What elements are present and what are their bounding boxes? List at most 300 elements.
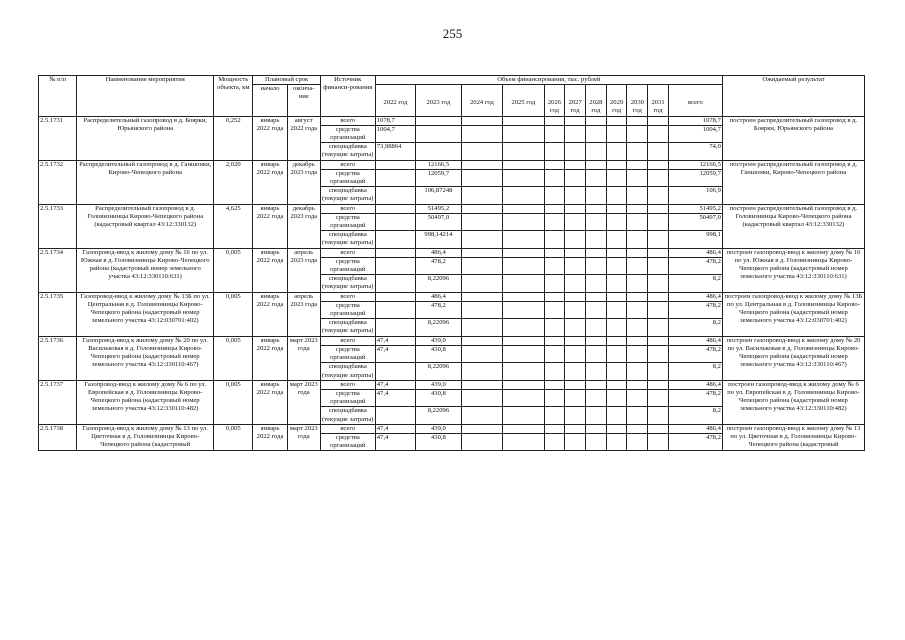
start-date: январь 2022 года (253, 204, 287, 248)
row-number: 2.5.1731 (39, 116, 77, 160)
value-2022: 1004,7 (375, 125, 415, 142)
empty-year-cell (586, 292, 607, 301)
empty-year-cell (606, 336, 627, 345)
value-2022: 47,4 (375, 424, 415, 433)
empty-year-cell (586, 363, 607, 380)
empty-year-cell (627, 301, 648, 318)
empty-year-cell (565, 292, 586, 301)
end-date: март 2023 года (287, 424, 320, 451)
header-year: 2026 год (544, 85, 565, 116)
header-year: всего (668, 85, 722, 116)
measure-name: Распределительный газопровод в д. Боярки, Юрьянского района (77, 116, 214, 160)
value-total: 106,9 (668, 187, 722, 204)
empty-year-cell (544, 301, 565, 318)
empty-year-cell (544, 257, 565, 274)
empty-year-cell (627, 319, 648, 336)
empty-year-cell (648, 116, 669, 125)
table-body (39, 116, 865, 451)
empty-year-cell (648, 345, 669, 362)
empty-year-cell (586, 424, 607, 433)
value-2022: 47,4 (375, 336, 415, 345)
empty-year-cell (606, 424, 627, 433)
value-2022 (375, 275, 415, 292)
empty-year-cell (648, 363, 669, 380)
header-year: 2028 год (586, 85, 607, 116)
value-2022 (375, 292, 415, 301)
table-row (39, 248, 865, 257)
funding-source: спецнадбавка (текущие затраты) (322, 143, 374, 159)
empty-year-cell (586, 169, 607, 186)
capacity-value: 4,625 (214, 204, 253, 248)
value-2022 (375, 213, 415, 230)
value-total: 478,2 (668, 345, 722, 362)
empty-year-cell (544, 380, 565, 389)
empty-year-cell (627, 424, 648, 433)
value-2023: 8,22096 (416, 407, 462, 424)
empty-year-cell (544, 319, 565, 336)
empty-year-cell (461, 301, 502, 318)
empty-year-cell (586, 275, 607, 292)
empty-year-cell (606, 292, 627, 301)
empty-year-cell (565, 257, 586, 274)
empty-year-cell (461, 125, 502, 142)
table-row (39, 380, 865, 389)
expected-result: построен газопровод-ввод к жилому дому № 6 по ул. Европейская в д. Головизнинцы Кирово-Чепецкого района (кадастровый номер земельного участка 43:12:330110:482) (722, 380, 864, 424)
empty-year-cell (586, 116, 607, 125)
empty-year-cell (627, 213, 648, 230)
empty-year-cell (627, 204, 648, 213)
value-total: 1078,7 (668, 116, 722, 125)
value-2023: 8,22096 (416, 319, 462, 336)
empty-year-cell (606, 160, 627, 169)
empty-year-cell (503, 433, 544, 450)
end-date: апрель 2023 года (287, 292, 320, 336)
empty-year-cell (627, 143, 648, 160)
row-number: 2.5.1735 (39, 292, 77, 336)
empty-year-cell (503, 257, 544, 274)
value-total: 478,2 (668, 301, 722, 318)
header-source: Источник финанси-рования (320, 76, 375, 117)
empty-year-cell (586, 301, 607, 318)
table-row (39, 292, 865, 301)
empty-year-cell (606, 380, 627, 389)
value-2023: 430,8 (416, 345, 462, 362)
empty-year-cell (461, 345, 502, 362)
value-2022 (375, 257, 415, 274)
empty-year-cell (565, 143, 586, 160)
empty-year-cell (606, 116, 627, 125)
empty-year-cell (606, 275, 627, 292)
empty-year-cell (648, 407, 669, 424)
empty-year-cell (606, 319, 627, 336)
value-2022 (375, 169, 415, 186)
empty-year-cell (461, 433, 502, 450)
funding-source: средства организаций (320, 301, 375, 318)
empty-year-cell (606, 407, 627, 424)
value-2023: 430,8 (416, 433, 462, 450)
header-year: 2022 год (375, 85, 415, 116)
value-2023 (416, 143, 462, 160)
empty-year-cell (627, 389, 648, 406)
row-number: 2.5.1733 (39, 204, 77, 248)
empty-year-cell (648, 389, 669, 406)
expected-result: построен распределительный газопровод в д. Боярки, Юрьянского района (722, 116, 864, 160)
header-capacity: Мощность объекта, км (214, 76, 253, 117)
value-2022: 47,4 (375, 433, 415, 450)
value-2023 (416, 125, 462, 142)
header-name: Наименование мероприятия (77, 76, 214, 117)
empty-year-cell (586, 204, 607, 213)
empty-year-cell (565, 275, 586, 292)
value-total: 486,4 (668, 336, 722, 345)
value-total: 12059,7 (668, 169, 722, 186)
page-number: 255 (442, 26, 463, 41)
empty-year-cell (648, 257, 669, 274)
empty-year-cell (606, 143, 627, 160)
empty-year-cell (586, 231, 607, 248)
header-year: 2024 год (461, 85, 502, 116)
empty-year-cell (544, 433, 565, 450)
empty-year-cell (461, 143, 502, 160)
empty-year-cell (586, 213, 607, 230)
header-period: Плановый срок (253, 76, 320, 85)
value-total: 486,4 (668, 424, 722, 433)
empty-year-cell (503, 389, 544, 406)
empty-year-cell (627, 336, 648, 345)
empty-year-cell (461, 292, 502, 301)
empty-year-cell (503, 125, 544, 142)
empty-year-cell (648, 380, 669, 389)
empty-year-cell (565, 380, 586, 389)
value-2022: 47,4 (375, 389, 415, 406)
measure-name: Распределительный газопровод в д. Ганшонки, Кирово-Чепецкого района (77, 160, 214, 204)
empty-year-cell (461, 363, 502, 380)
empty-year-cell (461, 169, 502, 186)
empty-year-cell (627, 160, 648, 169)
header-year: 2029 год (606, 85, 627, 116)
empty-year-cell (586, 160, 607, 169)
empty-year-cell (565, 204, 586, 213)
value-total: 50497,0 (668, 213, 722, 230)
empty-year-cell (565, 125, 586, 142)
table-row (39, 204, 865, 213)
empty-year-cell (544, 407, 565, 424)
empty-year-cell (503, 301, 544, 318)
empty-year-cell (544, 116, 565, 125)
empty-year-cell (586, 389, 607, 406)
empty-year-cell (503, 169, 544, 186)
value-2022 (375, 231, 415, 248)
funding-source: спецнадбавка (текущие затраты) (322, 363, 374, 379)
end-date: март 2023 года (287, 336, 320, 380)
empty-year-cell (461, 275, 502, 292)
value-2022: 73,98864 (375, 143, 415, 160)
value-2023: 51495,2 (416, 204, 462, 213)
header-result: Ожидаемый результат (722, 76, 864, 117)
funding-source: средства организаций (320, 213, 375, 230)
empty-year-cell (503, 204, 544, 213)
value-2022 (375, 301, 415, 318)
empty-year-cell (606, 213, 627, 230)
value-total: 8,2 (668, 275, 722, 292)
empty-year-cell (565, 160, 586, 169)
value-total: 998,1 (668, 231, 722, 248)
empty-year-cell (606, 389, 627, 406)
capacity-value: 0,005 (214, 424, 253, 451)
expected-result: построен газопровод-ввод к жилому дому № 13Б по ул. Центральная в д. Головизнинцы Кирово-Чепецкого района (кадастровый номер земельного участка 43:12:030701:402) (722, 292, 864, 336)
empty-year-cell (565, 389, 586, 406)
empty-year-cell (606, 169, 627, 186)
empty-year-cell (586, 407, 607, 424)
empty-year-cell (627, 169, 648, 186)
start-date: январь 2022 года (253, 380, 287, 424)
empty-year-cell (606, 125, 627, 142)
value-total: 12166,5 (668, 160, 722, 169)
funding-source: спецнадбавка (текущие затраты) (322, 319, 374, 335)
funding-source: всего (320, 380, 375, 389)
funding-source: средства организаций (320, 169, 375, 186)
empty-year-cell (461, 187, 502, 204)
empty-year-cell (544, 275, 565, 292)
funding-source: спецнадбавка (текущие затраты) (322, 187, 374, 203)
empty-year-cell (503, 380, 544, 389)
empty-year-cell (544, 424, 565, 433)
measure-name: Газопровод-ввод к жилому дому № 20 по ул. Васильковая в д. Головизнинцы Кирово-Чепецкого района (кадастровый номер земельного участка 43:12:330110:467) (77, 336, 214, 380)
empty-year-cell (565, 301, 586, 318)
value-total: 478,2 (668, 257, 722, 274)
empty-year-cell (461, 231, 502, 248)
capacity-value: 0,252 (214, 116, 253, 160)
table-row (39, 424, 865, 433)
empty-year-cell (648, 275, 669, 292)
header-row-1 (39, 76, 865, 85)
value-2023: 998,14214 (416, 231, 462, 248)
empty-year-cell (565, 345, 586, 362)
empty-year-cell (586, 125, 607, 142)
empty-year-cell (627, 380, 648, 389)
header-year: 2023 год (416, 85, 462, 116)
empty-year-cell (648, 213, 669, 230)
start-date: январь 2022 года (253, 248, 287, 292)
row-number: 2.5.1736 (39, 336, 77, 380)
funding-source: всего (320, 204, 375, 213)
empty-year-cell (648, 301, 669, 318)
end-date: август 2022 года (287, 116, 320, 160)
empty-year-cell (461, 407, 502, 424)
funding-source: средства организаций (320, 433, 375, 450)
empty-year-cell (544, 345, 565, 362)
value-2023: 12166,5 (416, 160, 462, 169)
value-2023: 478,2 (416, 257, 462, 274)
measure-name: Газопровод-ввод к жилому дому № 13Б по ул. Центральная в д. Головизнинцы Кирово-Чепецкого района (кадастровый номер земельного участка 43:12:030701:402) (77, 292, 214, 336)
empty-year-cell (586, 187, 607, 204)
empty-year-cell (586, 345, 607, 362)
empty-year-cell (648, 292, 669, 301)
row-number: 2.5.1737 (39, 380, 77, 424)
capacity-value: 2,020 (214, 160, 253, 204)
empty-year-cell (606, 231, 627, 248)
value-total: 486,4 (668, 292, 722, 301)
value-2023: 430,8 (416, 389, 462, 406)
start-date: январь 2022 года (253, 116, 287, 160)
value-2023: 439,0 (416, 380, 462, 389)
header-start: начало (253, 85, 287, 116)
empty-year-cell (648, 231, 669, 248)
empty-year-cell (648, 143, 669, 160)
measure-name: Газопровод-ввод к жилому дому № 16 по ул. Южная в д. Головизнинцы Кирово-Чепецкого района (кадастровый номер земельного участка 43:12:330110:631) (77, 248, 214, 292)
value-total: 51495,2 (668, 204, 722, 213)
table-row (39, 336, 865, 345)
empty-year-cell (503, 407, 544, 424)
funding-source: всего (320, 248, 375, 257)
capacity-value: 0,005 (214, 292, 253, 336)
value-2022 (375, 363, 415, 380)
empty-year-cell (544, 231, 565, 248)
expected-result: построен газопровод-ввод к жилому дому № 16 по ул. Южная в д. Головизнинцы Кирово-Чепецкого района (кадастровый номер земельного участка 43:12:330110:631) (722, 248, 864, 292)
empty-year-cell (461, 204, 502, 213)
value-total: 486,4 (668, 380, 722, 389)
value-total: 486,4 (668, 248, 722, 257)
funding-source: всего (320, 336, 375, 345)
header-year: 2027 год (565, 85, 586, 116)
empty-year-cell (648, 248, 669, 257)
value-2022 (375, 204, 415, 213)
measure-name: Распределительный газопровод в д. Головизнинцы Кирово-Чепецкого района (кадастровый квартал 43:12:330132) (77, 204, 214, 248)
end-date: апрель 2023 года (287, 248, 320, 292)
empty-year-cell (565, 213, 586, 230)
empty-year-cell (627, 231, 648, 248)
empty-year-cell (503, 424, 544, 433)
empty-year-cell (544, 292, 565, 301)
expected-result: построен распределительный газопровод в д. Ганшонки, Кирово-Чепецкого района (722, 160, 864, 204)
header-year: 2025 год (503, 85, 544, 116)
empty-year-cell (503, 275, 544, 292)
value-2023 (416, 116, 462, 125)
expected-result: построен газопровод-ввод к жилому дому № 20 по ул. Васильковая в д. Головизнинцы Кирово-Чепецкого района (кадастровый номер земельного участка 43:12:330110:467) (722, 336, 864, 380)
empty-year-cell (461, 319, 502, 336)
empty-year-cell (544, 363, 565, 380)
empty-year-cell (544, 336, 565, 345)
empty-year-cell (461, 336, 502, 345)
empty-year-cell (503, 160, 544, 169)
empty-year-cell (586, 433, 607, 450)
value-2023: 486,4 (416, 292, 462, 301)
empty-year-cell (503, 336, 544, 345)
empty-year-cell (627, 292, 648, 301)
value-2022: 1078,7 (375, 116, 415, 125)
empty-year-cell (627, 275, 648, 292)
empty-year-cell (503, 187, 544, 204)
empty-year-cell (503, 143, 544, 160)
value-total: 8,2 (668, 363, 722, 380)
empty-year-cell (544, 125, 565, 142)
empty-year-cell (627, 257, 648, 274)
empty-year-cell (586, 248, 607, 257)
empty-year-cell (503, 319, 544, 336)
empty-year-cell (648, 319, 669, 336)
empty-year-cell (544, 213, 565, 230)
value-2022 (375, 248, 415, 257)
empty-year-cell (606, 363, 627, 380)
empty-year-cell (565, 169, 586, 186)
start-date: январь 2022 года (253, 292, 287, 336)
empty-year-cell (606, 248, 627, 257)
funding-source: всего (320, 424, 375, 433)
empty-year-cell (461, 389, 502, 406)
empty-year-cell (648, 336, 669, 345)
end-date: март 2023 года (287, 380, 320, 424)
empty-year-cell (627, 248, 648, 257)
start-date: январь 2022 года (253, 336, 287, 380)
empty-year-cell (606, 257, 627, 274)
table-row (39, 116, 865, 125)
empty-year-cell (606, 345, 627, 362)
value-2022 (375, 160, 415, 169)
empty-year-cell (544, 143, 565, 160)
funding-source: спецнадбавка (текущие затраты) (322, 407, 374, 423)
empty-year-cell (565, 319, 586, 336)
value-2022 (375, 319, 415, 336)
empty-year-cell (627, 433, 648, 450)
value-total: 8,2 (668, 319, 722, 336)
empty-year-cell (544, 160, 565, 169)
header-year: 2031 год (648, 85, 669, 116)
value-2023: 12059,7 (416, 169, 462, 186)
empty-year-cell (503, 345, 544, 362)
empty-year-cell (503, 363, 544, 380)
expected-result: построен распределительный газопровод в д. Головизнинцы Кирово-Чепецкого района (кадастровый квартал 43:12:330132) (722, 204, 864, 248)
empty-year-cell (503, 248, 544, 257)
empty-year-cell (627, 407, 648, 424)
header-num: № п/п (39, 76, 77, 117)
empty-year-cell (606, 301, 627, 318)
empty-year-cell (627, 187, 648, 204)
value-2023: 439,0 (416, 424, 462, 433)
row-number: 2.5.1734 (39, 248, 77, 292)
capacity-value: 0,005 (214, 380, 253, 424)
capacity-value: 0,005 (214, 248, 253, 292)
expected-result: построен газопровод-ввод к жилому дому № 13 по ул. Цветочная в д. Головизнинцы Кирово-Чепецкого района (кадастровый (722, 424, 864, 451)
empty-year-cell (544, 248, 565, 257)
empty-year-cell (627, 116, 648, 125)
empty-year-cell (586, 143, 607, 160)
value-2023: 486,4 (416, 248, 462, 257)
empty-year-cell (606, 187, 627, 204)
value-2022: 47,4 (375, 345, 415, 362)
funding-source: средства организаций (320, 257, 375, 274)
empty-year-cell (648, 160, 669, 169)
header-year: 2030 год (627, 85, 648, 116)
empty-year-cell (503, 292, 544, 301)
empty-year-cell (461, 257, 502, 274)
empty-year-cell (544, 389, 565, 406)
empty-year-cell (503, 231, 544, 248)
empty-year-cell (565, 248, 586, 257)
empty-year-cell (648, 169, 669, 186)
value-2023: 439,0 (416, 336, 462, 345)
funding-source: спецнадбавка (текущие затраты) (322, 231, 374, 247)
empty-year-cell (648, 125, 669, 142)
empty-year-cell (461, 213, 502, 230)
start-date: январь 2022 года (253, 424, 287, 451)
empty-year-cell (461, 116, 502, 125)
header-end: оконча-ние (287, 85, 320, 116)
value-total: 8,2 (668, 407, 722, 424)
funding-source: спецнадбавка (текущие затраты) (322, 275, 374, 291)
empty-year-cell (565, 433, 586, 450)
empty-year-cell (461, 380, 502, 389)
funding-source: всего (320, 160, 375, 169)
